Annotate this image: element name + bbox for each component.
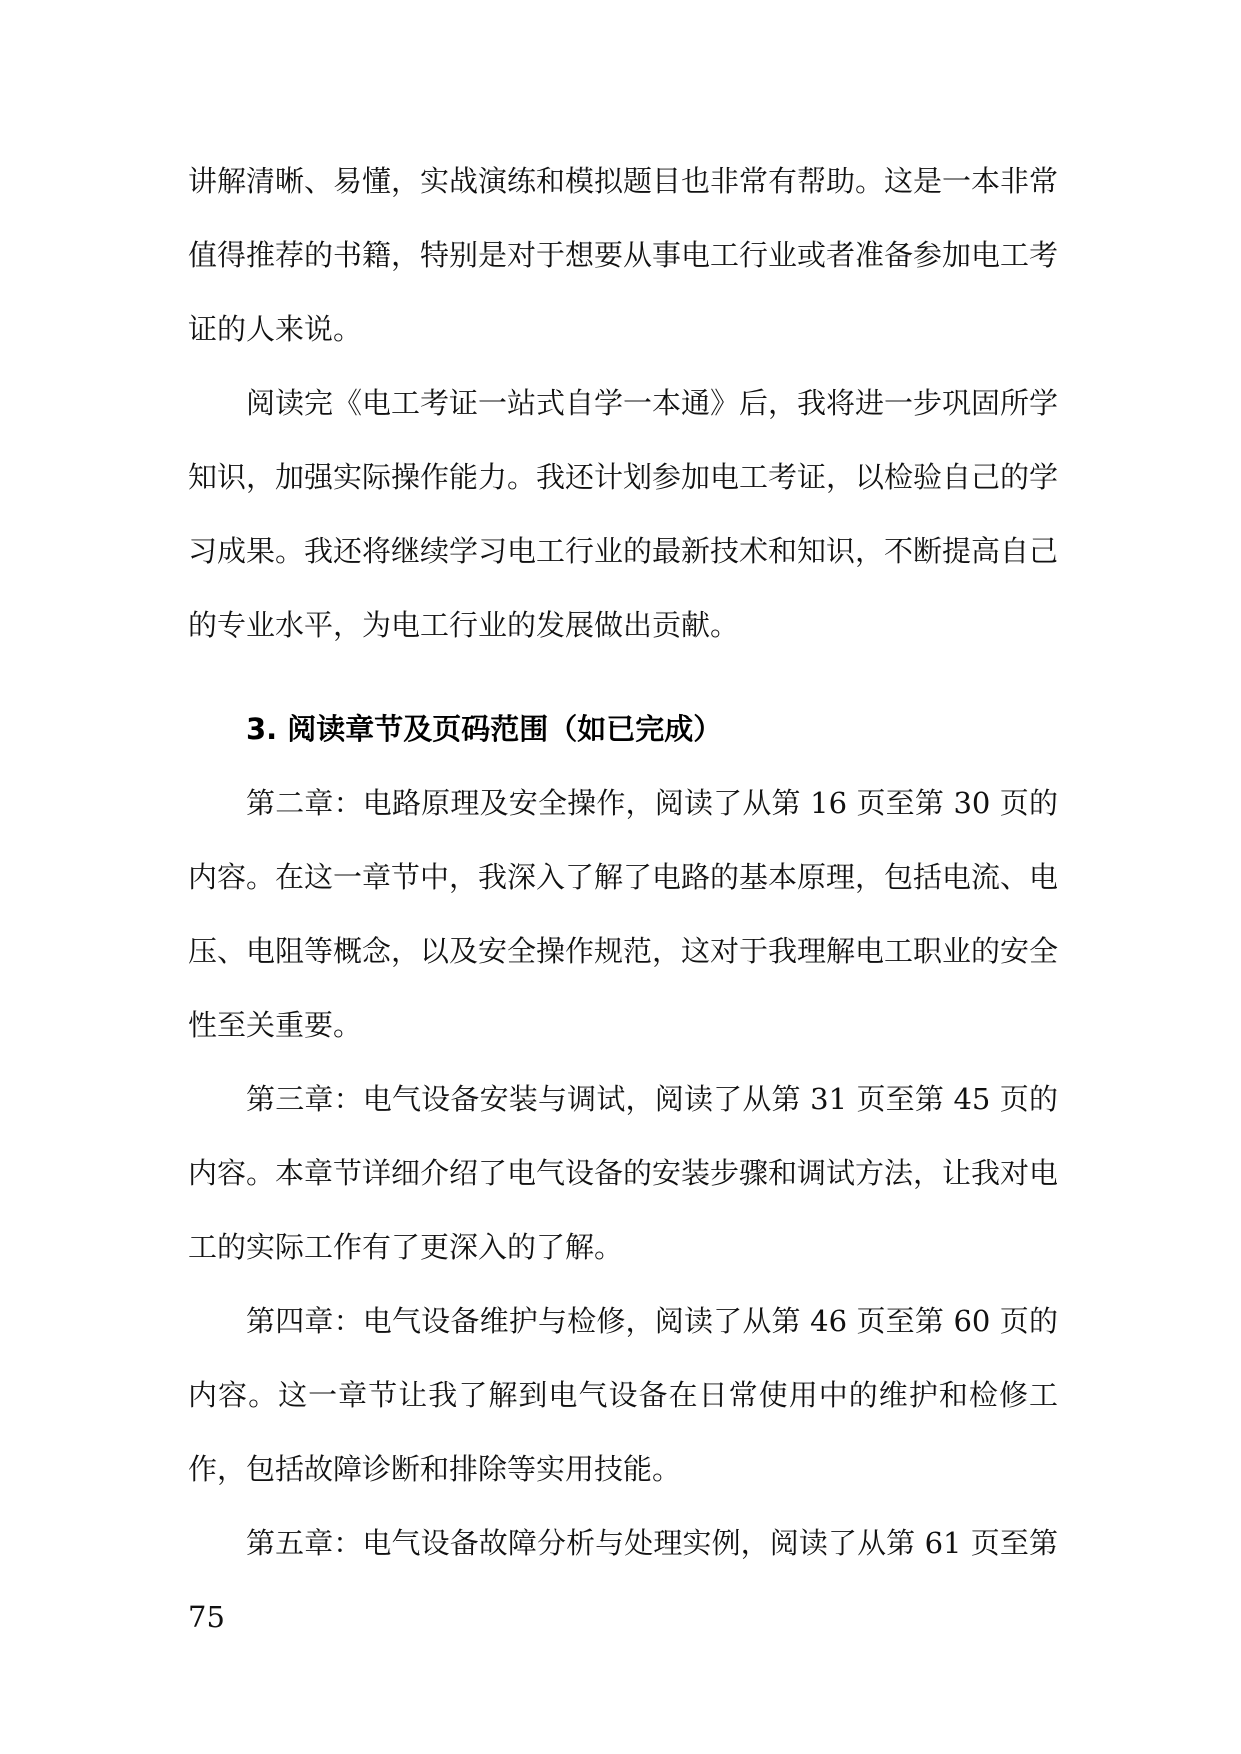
paragraph-continued: 讲解清晰、易懂，实战演练和模拟题目也非常有帮助。这是一本非常值得推荐的书籍，特别是对于想要从事电工行业或者准备参加电工考证的人来说。 — [188, 164, 1059, 346]
section-heading: 3. 阅读章节及页码范围（如已完成） — [246, 712, 723, 746]
paragraph-chapter-4: 第四章：电气设备维护与检修，阅读了从第 46 页至第 60 页的内容。这一章节让我了解到电气设备在日常使用中的维护和检修工作，包括故障诊断和排除等实用技能。 — [188, 1304, 1058, 1486]
paragraph-chapter-2: 第二章：电路原理及安全操作，阅读了从第 16 页至第 30 页的内容。在这一章节中，我深入了解了电路的基本原理，包括电流、电压、电阻等概念，以及安全操作规范，这对于我理解电工职业的安全性至关重要。 — [188, 786, 1059, 1042]
paragraph-chapter-3: 第三章：电气设备安装与调试，阅读了从第 31 页至第 45 页的内容。本章节详细介绍了电气设备的安装步骤和调试方法，让我对电工的实际工作有了更深入的了解。 — [188, 1082, 1059, 1264]
document-body — [188, 144, 1058, 1654]
paragraph-plans: 阅读完《电工考证一站式自学一本通》后，我将进一步巩固所学知识，加强实际操作能力。我还计划参加电工考证，以检验自己的学习成果。我还将继续学习电工行业的最新技术和知识，不断提高自己的专业水平，为电工行业的发展做出贡献。 — [188, 386, 1059, 642]
paragraph-chapter-5: 第五章：电气设备故障分析与处理实例，阅读了从第 61 页至第 75 — [188, 1526, 1058, 1634]
